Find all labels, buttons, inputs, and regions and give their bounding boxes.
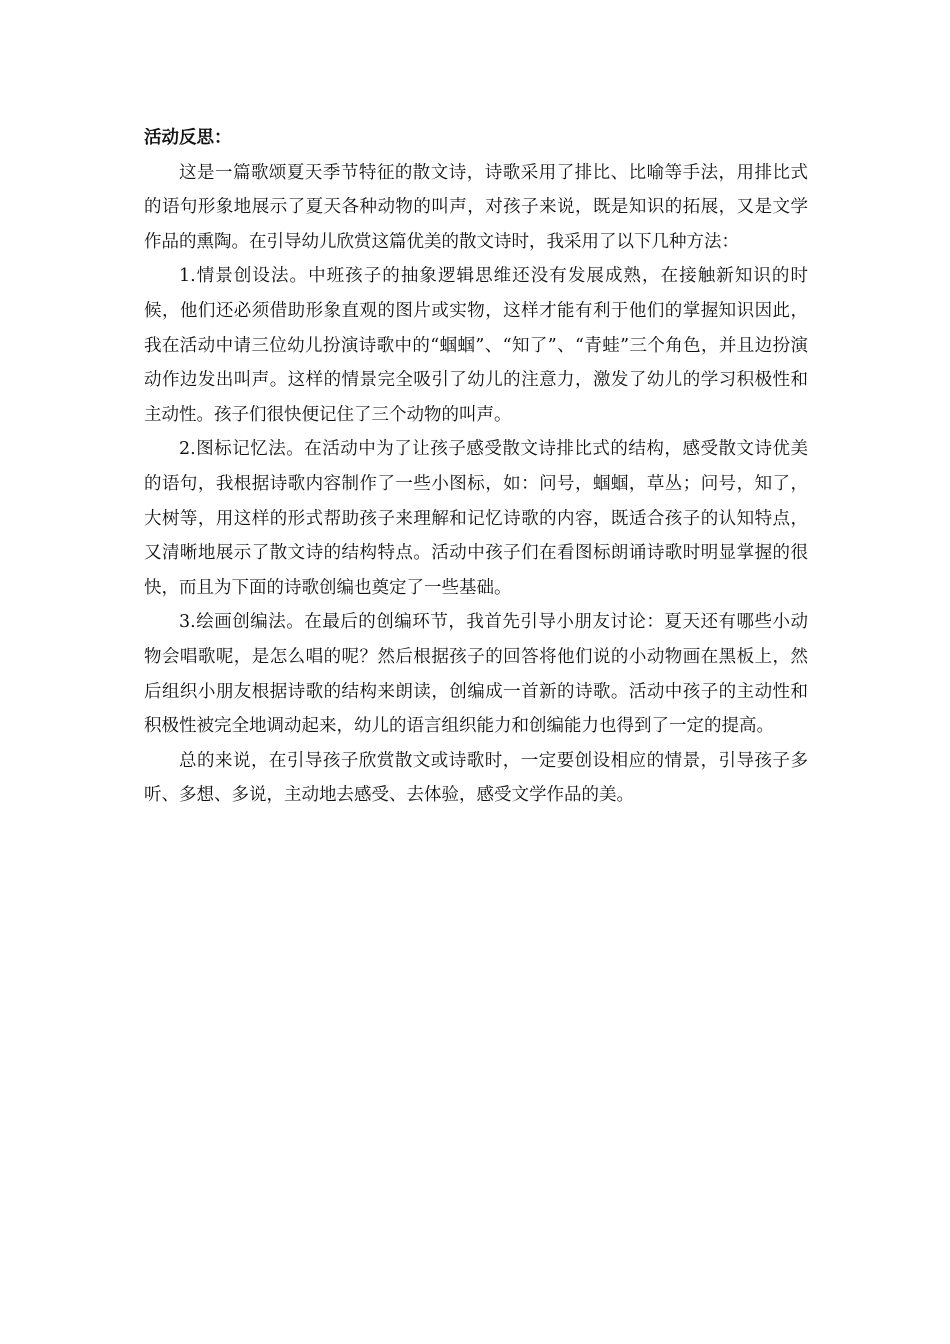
paragraph-intro: 这是一篇歌颂夏天季节特征的散文诗，诗歌采用了排比、比喻等手法，用排比式的语句形象地展示了夏天各种动物的叫声，对孩子来说，既是知识的拓展，又是文学作品的熏陶。在引导幼儿欣赏这篇优美的散文诗时，我采用了以下几种方法： — [144, 162, 808, 252]
paragraph-method-3: 3.绘画创编法。在最后的创编环节，我首先引导小朋友讨论：夏天还有哪些小动物会唱歌呢，是怎么唱的呢？然后根据孩子的回答将他们说的小动物画在黑板上，然后组织小朋友根据诗歌的结构来朗读，创编成一首新的诗歌。活动中孩子的主动性和积极性被完全地调动起来，幼儿的语言组织能力和创编能力也得到了一定的提高。 — [144, 612, 808, 737]
paragraph-method-2: 2.图标记忆法。在活动中为了让孩子感受散文诗排比式的结构，感受散文诗优美的语句，我根据诗歌内容制作了一些小图标，如：问号，蝈蝈，草丛；问号，知了，大树等，用这样的形式帮助孩子来理解和记忆诗歌的内容，既适合孩子的认知特点，又清晰地展示了散文诗的结构特点。活动中孩子们在看图标朗诵诗歌时明显掌握的很快，而且为下面的诗歌创编也奠定了一些基础。 — [144, 439, 808, 598]
document-body — [144, 121, 808, 813]
paragraph-conclusion: 总的来说，在引导孩子欣赏散文或诗歌时，一定要创设相应的情景，引导孩子多听、多想、多说，主动地去感受、去体验，感受文学作品的美。 — [144, 750, 808, 806]
paragraph-method-1: 1.情景创设法。中班孩子的抽象逻辑思维还没有发展成熟，在接触新知识的时候，他们还必须借助形象直观的图片或实物，这样才能有利于他们的掌握知识因此，我在活动中请三位幼儿扮演诗歌中的“蝈蝈”、“知了”、“青蛙”三个角色，并且边扮演动作边发出叫声。这样的情景完全吸引了幼儿的注意力，激发了幼儿的学习积极性和主动性。孩子们很快便记住了三个动物的叫声。 — [144, 266, 808, 425]
section-heading: 活动反思： — [144, 128, 232, 148]
